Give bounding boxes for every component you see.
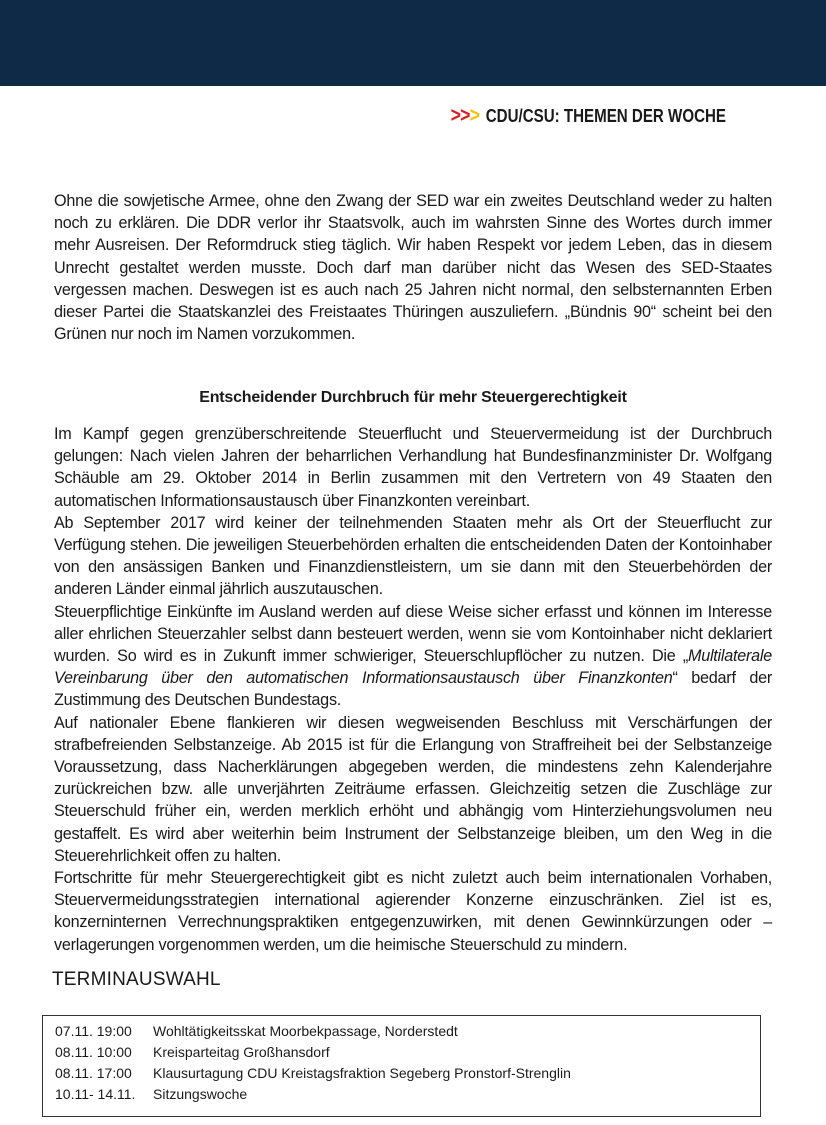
termin-row (43, 1042, 760, 1063)
termin-date: 08.11. 10:00 (55, 1044, 132, 1060)
termin-row (43, 1063, 760, 1084)
article-paragraph-4: Auf nationaler Ebene flankieren wir diesen wegweisenden Beschluss mit Verschärfungen der strafbefreienden Selbstanzeige. Ab 2015 ist für die Erlangung von Straffreiheit bei der Selbstanzeige Voraussetzung, dass Nacherklärungen abgegeben werden, die mindestens zehn Kalenderjahre zurückreichen bzw. alle unverjährten Zeiträume erfassen. Gleichzeitig setzen die Zuschläge zur Steuerschuld früher ein, werden merklich erhöht und abhängig vom Hinterziehungsvolumen neu gestaffelt. Es wird aber weiterhin beim Instrument der Selbstanzeige bleiben, um den Weg in die Steuerehrlichkeit offen zu halten. (54, 713, 772, 865)
termin-event: Sitzungswoche (153, 1086, 248, 1102)
termin-date: 08.11. 17:00 (55, 1065, 132, 1081)
intro-paragraph: Ohne die sowjetische Armee, ohne den Zwang der SED war ein zweites Deutschland weder zu halten noch zu erklären. Die DDR verlor ihr Staatsvolk, auch im wahrsten Sinne des Wortes durch immer mehr Ausreisen. Der Reformdruck stieg täglich. Wir haben Respekt vor jedem Leben, das in diesem Unrecht gestaltet werden musste. Doch darf man darüber nicht das Wesen des SED-Staates vergessen machen. Deswegen ist es auch nach 25 Jahren nicht normal, den selbsternannten Erben dieser Partei die Staatskanzlei des Freistaates Thüringen auszuliefern. „Bündnis 90“ scheint bei den Grünen nur noch im Namen vorzukommen. (54, 192, 772, 344)
termin-date: 07.11. 19:00 (55, 1023, 132, 1039)
article-title: Entscheidender Durchbruch für mehr Steuergerechtigkeit (199, 389, 627, 406)
termin-date: 10.11- 14.11. (55, 1086, 136, 1102)
newsletter-header (116, 104, 726, 128)
termin-row (43, 1021, 760, 1042)
termine-box (42, 1015, 761, 1117)
termine-title: TERMINAUSWAHL (52, 969, 221, 990)
newsletter-title: CDU/CSU: THEMEN DER WOCHE (485, 106, 726, 126)
termin-event: Klausurtagung CDU Kreistagsfraktion Segeberg Pronstorf-Strenglin (153, 1065, 571, 1081)
termin-row (43, 1084, 760, 1105)
article-paragraph-5: Fortschritte für mehr Steuergerechtigkeit gibt es nicht zuletzt auch beim internationalen Vorhaben, Steuervermeidungsstrategien international agierender Konzerne einzuschränken. Ziel ist es, konzerninternen Verrechnungspraktiken entgegenzuwirken, mit denen Gewinnkürzungen oder – verlagerungen vorgenommen werden, um die heimische Steuerschuld zu mindern. (54, 869, 772, 954)
article-paragraph-2: Ab September 2017 wird keiner der teilnehmenden Staaten mehr als Ort der Steuerflucht zur Verfügung stehen. Die jeweiligen Steuerbehörden erhalten die entscheidenden Daten der Kontoinhaber von den ansässigen Banken und Finanzdienstleistern, um sie dann mit den Steuerbehörden der anderen Länder einmal jährlich auszutauschen. (54, 513, 772, 599)
header-bar (0, 0, 826, 86)
termin-event: Wohltätigkeitsskat Moorbekpassage, Norderstedt (153, 1023, 458, 1039)
agreement-title: Multilaterale Vereinbarung über den automatischen Informationsaustausch über Finanzkonten (54, 647, 772, 688)
article-paragraph-3: Steuerpflichtige Einkünfte im Ausland werden auf diese Weise sicher erfasst und können im Interesse aller ehrlichen Steuerzahler selbst dann besteuert werden, wenn sie vom Kontoinhaber nicht deklariert wurden. So wird es in Zukunft immer schwieriger, Steuerschlupflöcher zu nutzen. Die „Multilaterale Vereinbarung über den automatischen Informationsaustausch über Finanzkonten“ bedarf der Zustimmung des Deutschen Bundestags. (54, 602, 773, 710)
article-body (54, 423, 772, 956)
termin-event: Kreisparteitag Großhansdorf (153, 1044, 330, 1060)
article-paragraph-1: Im Kampf gegen grenzüberschreitende Steuerflucht und Steuervermeidung ist der Durchbruch gelungen: Nach vielen Jahren der beharrlichen Verhandlung hat Bundesfinanzminister Dr. Wolfgang Schäuble am 29. Oktober 2014 in Berlin zusammen mit den Vertretern von 49 Staaten den automatischen Informationsaustausch über Finanzkonten vereinbart. (54, 425, 772, 510)
chevrons-icon: >>> (450, 104, 480, 127)
intro-section (54, 190, 772, 345)
